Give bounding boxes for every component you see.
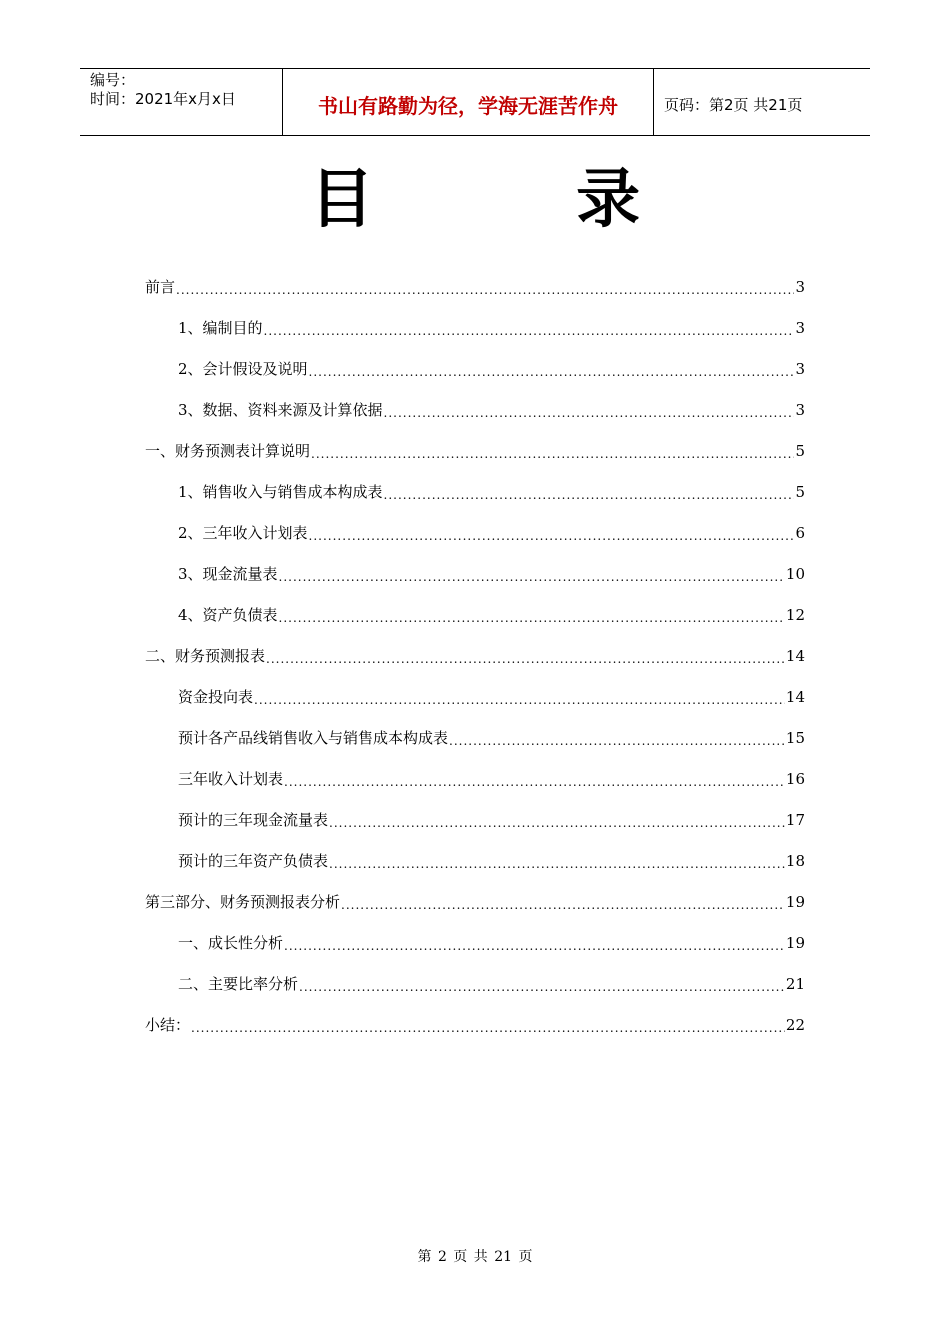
toc-entry[interactable] [145,922,805,963]
toc-entry-page: 5 [795,441,805,460]
toc-entry-title: 预计的三年资产负债表 [178,852,329,870]
toc-dot-leader [329,816,785,830]
toc-entry-title: 二、主要比率分析 [178,975,299,993]
toc-entry-page: 3 [795,359,805,378]
toc-entry-page: 16 [785,769,805,788]
toc-dot-leader [384,406,795,420]
toc-entry-page: 14 [785,646,805,665]
toc-dot-leader [254,693,785,707]
toc-dot-leader [341,898,785,912]
toc-entry-title: 2、三年收入计划表 [178,524,308,542]
toc-entry-page: 19 [785,933,805,952]
toc-entry-page: 22 [785,1015,805,1034]
toc-entry[interactable] [145,1004,805,1045]
toc-entry-page: 3 [795,318,805,337]
toc-entry[interactable] [145,840,805,881]
toc-entry[interactable] [145,758,805,799]
toc-entry[interactable] [145,389,805,430]
toc-entry-title: 1、编制目的 [178,319,263,337]
toc-entry-page: 21 [785,974,805,993]
toc-entry-title: 小结： [145,1016,191,1034]
toc-entry[interactable] [145,266,805,307]
header-page-info: 页码：第2页 共21页 [664,95,803,114]
toc-entry-page: 14 [785,687,805,706]
toc-entry[interactable] [145,307,805,348]
toc-entry[interactable] [145,717,805,758]
toc-entry-title: 1、销售收入与销售成本构成表 [178,483,383,501]
toc-dot-leader [384,488,795,502]
toc-entry[interactable] [145,594,805,635]
toc-entry-title: 第三部分、财务预测报表分析 [145,893,341,911]
toc-entry-title: 4、资产负债表 [178,606,278,624]
header-left-cell [80,69,282,135]
toc-dot-leader [279,611,785,625]
toc-entry-title: 资金投向表 [178,688,254,706]
page-header [80,68,870,136]
toc-entry-page: 3 [795,277,805,296]
toc-dot-leader [279,570,785,584]
serial-label: 编号： [90,71,136,89]
toc-dot-leader [284,775,785,789]
toc-entry[interactable] [145,553,805,594]
page-footer: 第 2 页 共 21 页 [417,1249,533,1265]
page-title: 目 录 [309,163,731,237]
toc-entry-title: 3、数据、资料来源及计算依据 [178,401,383,419]
toc-entry-page: 6 [795,523,805,542]
toc-dot-leader [266,652,785,666]
toc-entry-page: 3 [795,400,805,419]
toc-entry[interactable] [145,512,805,553]
toc-entry-page: 5 [795,482,805,501]
toc-entry[interactable] [145,881,805,922]
toc-entry-title: 预计各产品线销售收入与销售成本构成表 [178,729,449,747]
toc-entry-title: 2、会计假设及说明 [178,360,308,378]
toc-entry-page: 15 [785,728,805,747]
toc-dot-leader [284,939,785,953]
toc-entry[interactable] [145,676,805,717]
toc-entry-page: 19 [785,892,805,911]
toc-entry-page: 12 [785,605,805,624]
toc-dot-leader [299,980,785,994]
toc-entry[interactable] [145,471,805,512]
toc-dot-leader [311,447,794,461]
toc-dot-leader [264,324,795,338]
toc-entry-page: 17 [785,810,805,829]
toc-dot-leader [309,365,795,379]
header-motto: 书山有路勤为径，学海无涯苦作舟 [282,69,654,135]
toc-dot-leader [191,1021,785,1035]
table-of-contents [145,266,805,1045]
toc-entry-title: 一、成长性分析 [178,934,284,952]
toc-entry-title: 前言 [145,278,176,296]
toc-entry-title: 预计的三年现金流量表 [178,811,329,829]
time-label: 时间：2021年x月x日 [90,90,236,108]
toc-entry-page: 10 [785,564,805,583]
toc-entry[interactable] [145,799,805,840]
toc-entry-title: 一、财务预测表计算说明 [145,442,311,460]
toc-dot-leader [176,283,794,297]
toc-entry-title: 3、现金流量表 [178,565,278,583]
toc-entry-page: 18 [785,851,805,870]
toc-entry[interactable] [145,635,805,676]
toc-entry[interactable] [145,430,805,471]
toc-entry-title: 二、财务预测报表 [145,647,266,665]
toc-entry[interactable] [145,963,805,1004]
toc-dot-leader [309,529,795,543]
toc-dot-leader [449,734,785,748]
toc-dot-leader [329,857,785,871]
toc-entry[interactable] [145,348,805,389]
toc-entry-title: 三年收入计划表 [178,770,284,788]
